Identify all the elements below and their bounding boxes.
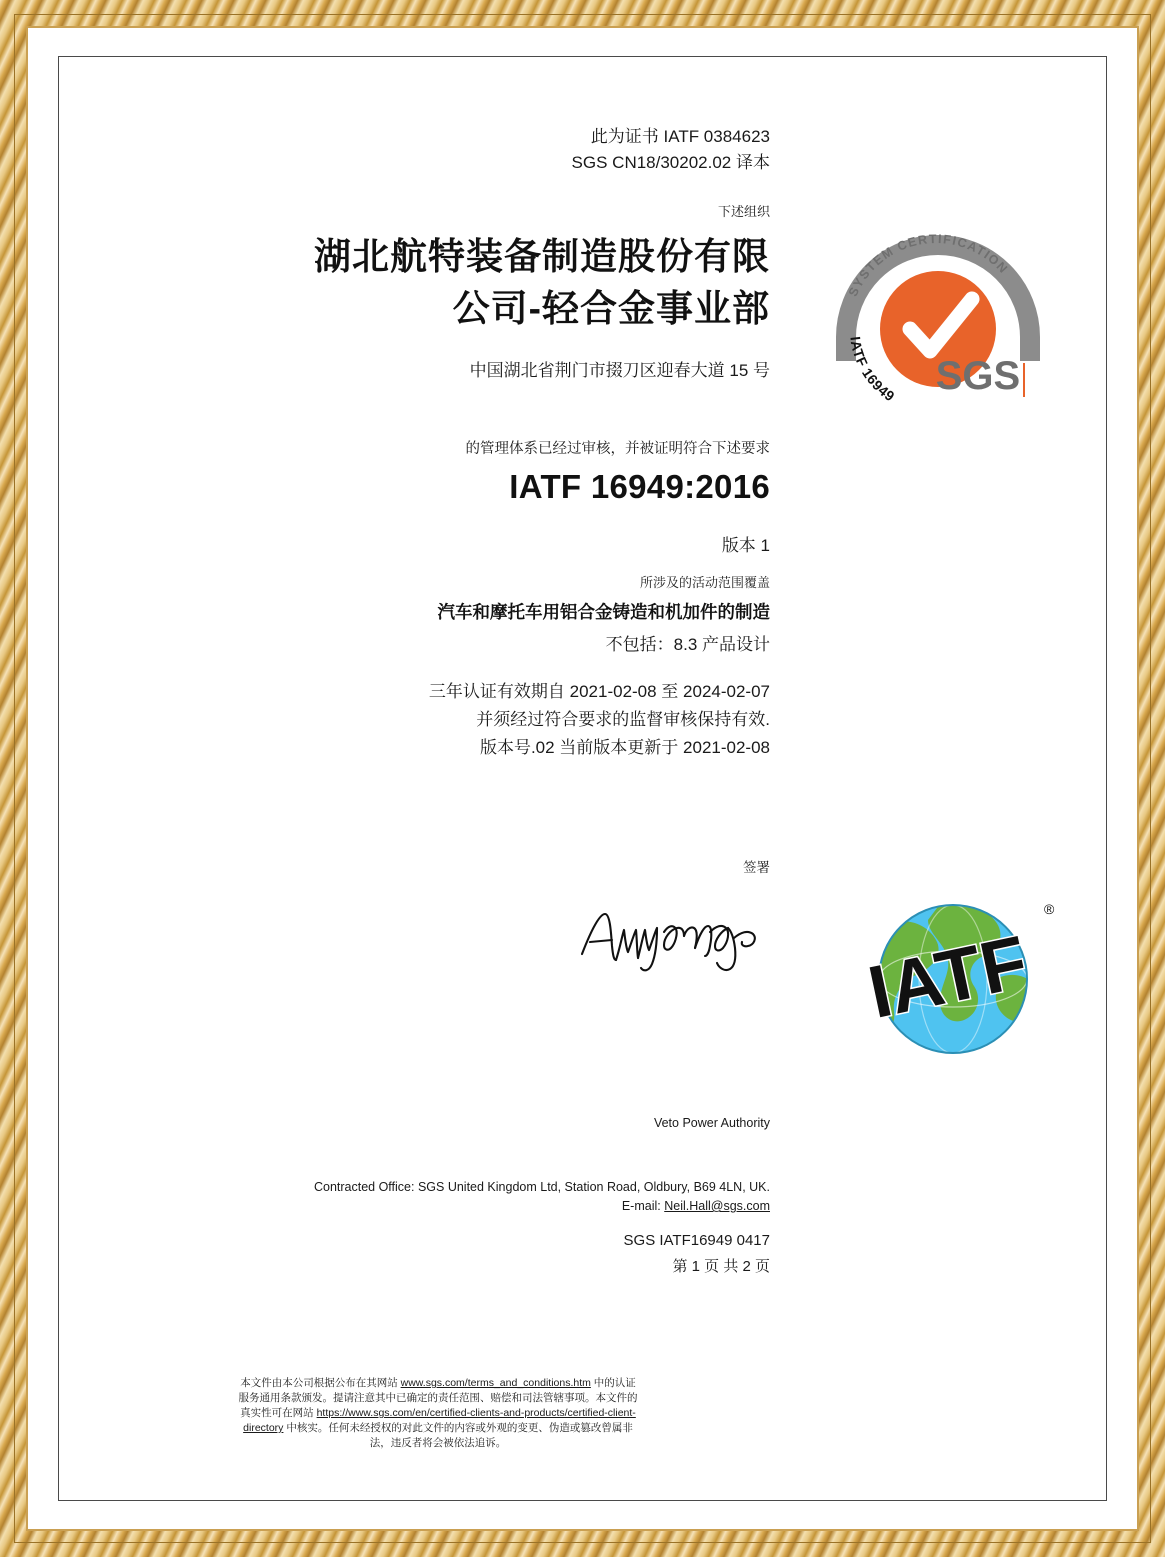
document-code-block — [58, 1228, 770, 1280]
page-number: 第 1 页 共 2 页 — [672, 1258, 770, 1275]
scope-text: 汽车和摩托车用铝合金铸造和机加件的制造 — [437, 602, 770, 622]
contracted-office-address: Contracted Office: SGS United Kingdom Ltd, Station Road, Oldbury, B69 4LN, UK. — [313, 1180, 770, 1194]
certificate-reference — [58, 124, 770, 176]
disclaimer-part-3: 中核实。任何未经授权的对此文件的内容或外观的变更、伪造或篡改曾属非法，违反者将会被依法追诉。 — [283, 1422, 633, 1449]
svg-text:SGS: SGS — [935, 354, 1021, 398]
disclaimer-part-1: 本文件由本公司根据公布在其网站 — [240, 1377, 401, 1389]
client-directory-link[interactable]: https://www.sgs.com/en/certified-clients-and-products/certified-client-directory — [243, 1407, 636, 1434]
document-code: SGS IATF16949 0417 — [623, 1232, 770, 1249]
disclaimer-text — [238, 1376, 638, 1451]
scope-label: 所涉及的活动范围覆盖 — [639, 575, 770, 590]
signature-image — [578, 898, 770, 974]
terms-link[interactable]: www.sgs.com/terms_and_conditions.htm — [400, 1377, 591, 1389]
certificate-content — [58, 56, 1107, 1501]
email-label: E-mail: — [621, 1199, 665, 1213]
validity-line3: 版本号.02 当前版本更新于 2021-02-08 — [479, 738, 770, 757]
standard-name: IATF 16949:2016 — [509, 468, 770, 505]
scope-exclusion: 不包括：8.3 产品设计 — [605, 635, 770, 654]
standard-version: 版本 1 — [721, 536, 770, 555]
organization-address: 中国湖北省荆门市掇刀区迎春大道 15 号 — [469, 361, 770, 380]
contracted-office-email-row — [58, 1197, 770, 1216]
organization-name — [58, 231, 770, 335]
svg-text:SYSTEM CERTIFICATION: SYSTEM CERTIFICATION — [845, 231, 1011, 299]
iatf-globe-logo — [848, 882, 1058, 1067]
organization-name-line1: 湖北航特装备制造股份有限 — [314, 236, 770, 277]
svg-text:IATF: IATF — [861, 919, 1035, 1034]
svg-text:®: ® — [1044, 901, 1055, 917]
organization-name-line2: 公司-轻合金事业部 — [452, 288, 770, 329]
contracted-office — [58, 1178, 770, 1216]
certificate-reference-line1: 此为证书 IATF 0384623 — [590, 127, 770, 146]
disclaimer-part-2: 中的认证服务通用条款颁发。提请注意其中已确定的责任范围、赔偿和司法管辖事项。本文件的真实性可在网站 — [238, 1377, 638, 1419]
validity-line2: 并须经过符合要求的监督审核保持有效. — [476, 710, 770, 729]
authority-text: Veto Power Authority — [653, 1116, 770, 1130]
sgs-certification-mark — [828, 211, 1048, 401]
management-system-statement: 的管理体系已经过审核，并被证明符合下述要求 — [465, 441, 770, 457]
email-link[interactable]: Neil.Hall@sgs.com — [664, 1199, 770, 1213]
signature-label: 签署 — [743, 860, 770, 875]
organization-label: 下述组织 — [717, 204, 770, 219]
validity-line1: 三年认证有效期自 2021-02-08 至 2024-02-07 — [428, 682, 770, 701]
svg-text:IATF 16949: IATF 16949 — [847, 335, 898, 401]
validity-block — [58, 678, 770, 762]
certificate-reference-line2: SGS CN18/30202.02 译本 — [571, 153, 770, 172]
